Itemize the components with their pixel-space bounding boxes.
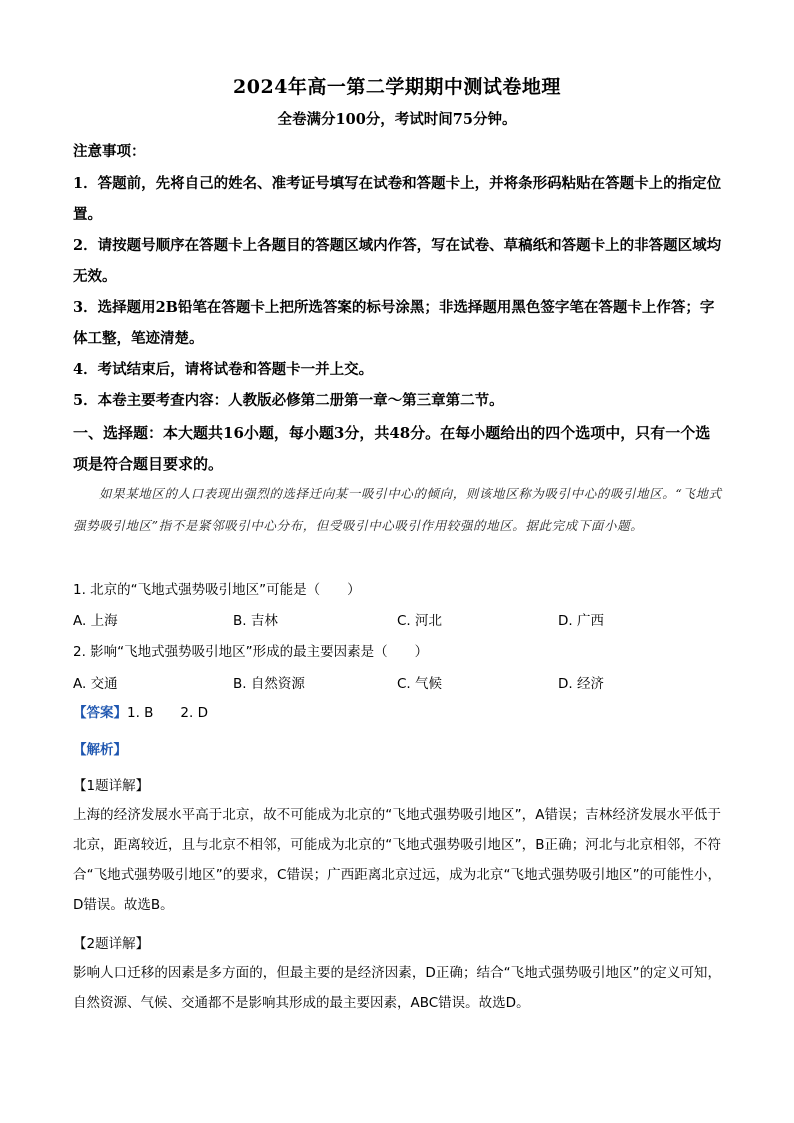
section-heading: 一、选择题：本大题共16小题，每小题3分，共48分。在每小题给出的四个选项中，只有一个选项是符合题目要求的。 <box>73 424 711 473</box>
question-2-option-d: D. 经济 <box>558 676 604 692</box>
notice-list <box>73 168 723 416</box>
question-1-option-c: C. 河北 <box>397 613 443 629</box>
detail-2-text: 影响人口迁移的因素是多方面的，但最主要的是经济因素，D正确；结合“飞地式强势吸引地区”的定义可知，自然资源、气候、交通都不是影响其形成的最主要因素，ABC错误。故选D。 <box>73 965 721 1011</box>
detail-1-heading: 【1题详解】 <box>73 778 150 794</box>
notice-heading: 注意事项： <box>73 143 146 160</box>
answer-line <box>73 701 208 721</box>
detail-1-text: 上海的经济发展水平高于北京，故不可能成为北京的“飞地式强势吸引地区”，A错误；吉林经济发展水平低于北京，距离较近，且与北京不相邻，可能成为北京的“飞地式强势吸引地区”，B正确；河北与北京相邻，不符合“飞地式强势吸引地区”的要求，C错误；广西距离北京过远，成为北京“飞地式强势吸引地区”的可能性小，D错误。故选B。 <box>73 807 721 913</box>
question-2-option-b: B. 自然资源 <box>233 676 305 692</box>
page-title: 2024年高一第二学期期中测试卷地理 <box>233 76 561 98</box>
answer-label: 【答案】 <box>73 705 127 721</box>
notice-item: 4．考试结束后，请将试卷和答题卡一并上交。 <box>73 361 374 378</box>
analysis-label: 【解析】 <box>73 742 127 758</box>
notice-item: 2．请按题号顺序在答题卡上各题目的答题区域内作答，写在试卷、草稿纸和答题卡上的非答题区域均无效。 <box>73 237 722 285</box>
exam-duration-note: 全卷满分100分，考试时间75分钟。 <box>277 111 517 128</box>
answer-text: 1. B 2. D <box>127 705 208 721</box>
question-1-option-d: D. 广西 <box>558 613 604 629</box>
notice-item: 1．答题前，先将自己的姓名、准考证号填写在试卷和答题卡上，并将条形码粘贴在答题卡上的指定位置。 <box>73 175 722 223</box>
detail-2-heading: 【2题详解】 <box>73 936 150 952</box>
question-2-option-c: C. 气候 <box>397 676 443 692</box>
question-1-stem: 1. 北京的“飞地式强势吸引地区”可能是（ ） <box>73 582 361 598</box>
question-material: 如果某地区的人口表现出强烈的选择迁向某一吸引中心的倾向，则该地区称为吸引中心的吸引地区。“飞地式强势吸引地区”指不是紧邻吸引中心分布，但受吸引中心吸引作用较强的地区。据此完成下面小题。 <box>73 486 722 533</box>
question-1-option-b: B. 吉林 <box>233 613 278 629</box>
notice-item: 5．本卷主要考查内容：人教版必修第二册第一章～第三章第二节。 <box>73 392 504 409</box>
question-1-option-a: A. 上海 <box>73 613 118 629</box>
question-2-stem: 2. 影响“飞地式强势吸引地区”形成的最主要因素是（ ） <box>73 644 429 660</box>
question-2-option-a: A. 交通 <box>73 676 118 692</box>
notice-item: 3．选择题用2B铅笔在答题卡上把所选答案的标号涂黑；非选择题用黑色签字笔在答题卡上作答；字体工整，笔迹清楚。 <box>73 299 715 347</box>
